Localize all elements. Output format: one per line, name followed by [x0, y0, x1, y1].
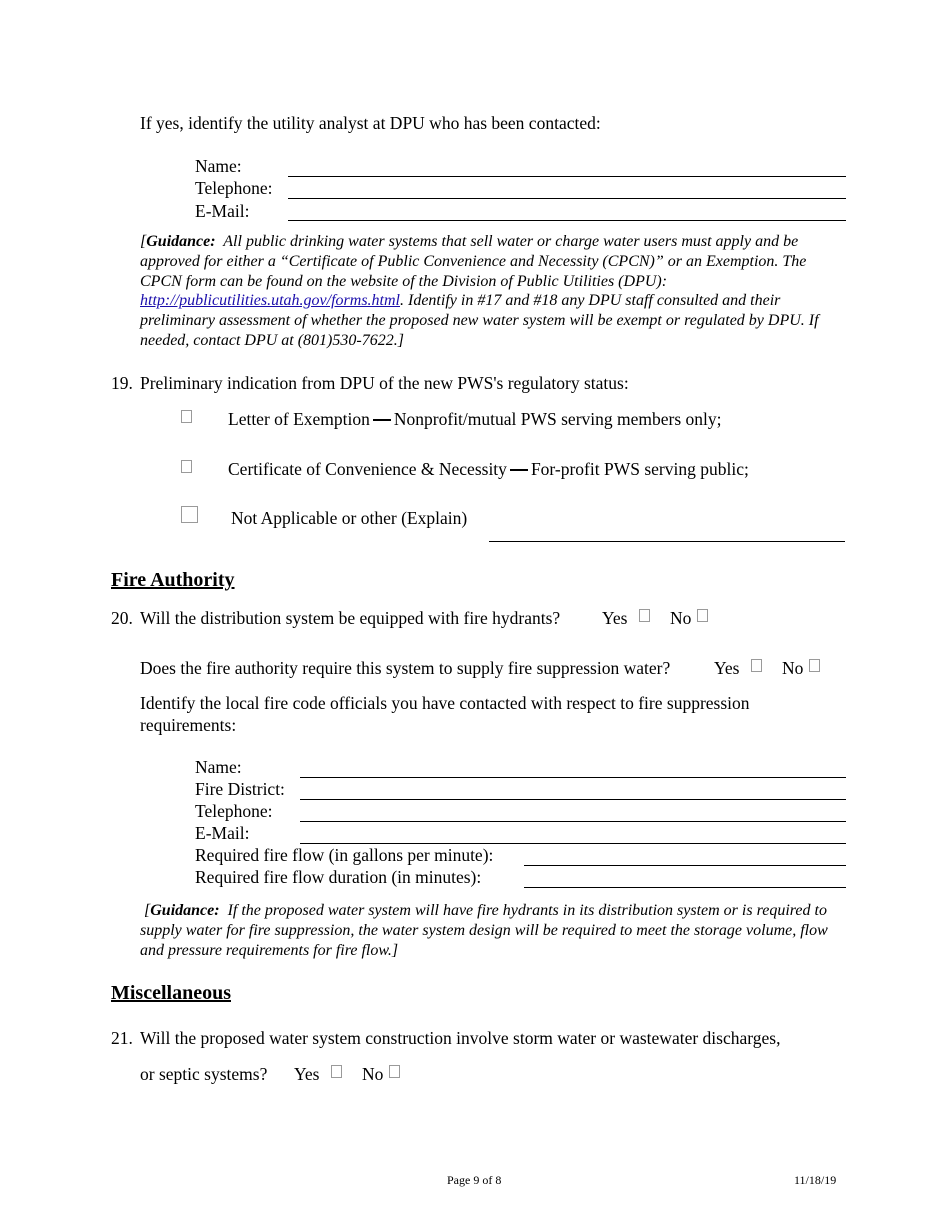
identify-officials-line1: Identify the local fire code officials you have contacted with respect to fire suppression: [140, 693, 750, 713]
dpu-email-label: E-Mail:: [195, 201, 250, 221]
explain-field[interactable]: [489, 541, 845, 542]
not-applicable-checkbox[interactable]: [181, 506, 198, 523]
guidance-bracket: [: [144, 902, 151, 919]
fire-flow-label: Required fire flow (in gallons per minute):: [195, 845, 494, 865]
dpu-name-field[interactable]: [288, 176, 846, 177]
q20-yes-label: Yes: [602, 608, 628, 628]
q21-text-line1: Will the proposed water system construction involve storm water or wastewater discharges,: [140, 1028, 781, 1048]
fire-authority-heading: Fire Authority: [111, 569, 235, 591]
q20-text: Will the distribution system be equipped with fire hydrants?: [140, 608, 561, 628]
exemption-label: Letter of Exemption: [228, 409, 370, 429]
q19-text: Preliminary indication from DPU of the new PWS's regulatory status:: [140, 373, 629, 393]
cpcn-option: [228, 459, 749, 480]
guidance-fire: [140, 901, 830, 960]
cpcn-desc: For-profit PWS serving public;: [530, 459, 749, 479]
fire-telephone-field[interactable]: [300, 821, 846, 822]
q21-no-checkbox[interactable]: [389, 1065, 400, 1078]
footer-date: 11/18/19: [794, 1173, 837, 1187]
q20-number: 20.: [111, 608, 133, 628]
suppression-yes-checkbox[interactable]: [751, 659, 762, 672]
dpu-forms-link[interactable]: http://publicutilities.utah.gov/forms.html: [140, 292, 400, 310]
dash-separator: [373, 419, 391, 421]
dpu-telephone-field[interactable]: [288, 198, 846, 199]
suppression-question: Does the fire authority require this system to supply fire suppression water?: [140, 658, 671, 678]
guidance-bracket: [: [140, 233, 147, 250]
suppression-no-label: No: [782, 658, 804, 678]
dpu-name-label: Name:: [195, 156, 242, 176]
fire-email-field[interactable]: [300, 843, 846, 844]
guidance-label: Guidance:: [146, 233, 216, 250]
dpu-telephone-label: Telephone:: [195, 178, 273, 198]
cpcn-checkbox[interactable]: [181, 460, 192, 473]
fire-district-field[interactable]: [300, 799, 846, 800]
q21-yes-label: Yes: [294, 1064, 320, 1084]
q21-yes-checkbox[interactable]: [331, 1065, 342, 1078]
page-number: Page 9 of 8: [447, 1173, 502, 1187]
q21-number: 21.: [111, 1028, 133, 1048]
guidance-text: All public drinking water systems that sell water or charge water users must apply and be approved for either a “Certificate of Public Convenience and Necessity (CPCN)” or an Exemption. The CPCN form can be found on the website of the Division of Public Utilities (DPU):: [140, 233, 807, 290]
fire-duration-field[interactable]: [524, 887, 846, 888]
suppression-yes-label: Yes: [714, 658, 740, 678]
identify-officials-line2: requirements:: [140, 715, 237, 735]
fire-telephone-label: Telephone:: [195, 801, 273, 821]
fire-name-field[interactable]: [300, 777, 846, 778]
q20-yes-checkbox[interactable]: [639, 609, 650, 622]
fire-email-label: E-Mail:: [195, 823, 250, 843]
exemption-desc: Nonprofit/mutual PWS serving members only;: [393, 409, 722, 429]
fire-district-label: Fire District:: [195, 779, 285, 799]
contact-prompt: If yes, identify the utility analyst at DPU who has been contacted:: [140, 113, 601, 133]
fire-duration-label: Required fire flow duration (in minutes):: [195, 867, 482, 887]
dash-separator: [510, 469, 528, 471]
guidance-text-after: . Identify in #17 and #18 any DPU staff consulted and their preliminary assessment of whether the proposed new water system will be exempt or regulated by DPU. If needed, contact DPU at (801)530-7622.]: [140, 292, 819, 349]
guidance-text: If the proposed water system will have fire hydrants in its distribution system or is required to supply water for fire suppression, the water system design will be required to meet the storage volume, flow and pressure requirements for fire flow.]: [140, 902, 828, 959]
exemption-checkbox[interactable]: [181, 410, 192, 423]
q20-no-checkbox[interactable]: [697, 609, 708, 622]
q20-no-label: No: [670, 608, 692, 628]
suppression-no-checkbox[interactable]: [809, 659, 820, 672]
q21-text-line2: or septic systems?: [140, 1064, 268, 1084]
not-applicable-label: Not Applicable or other (Explain): [231, 508, 468, 528]
fire-name-label: Name:: [195, 757, 242, 777]
guidance-label: Guidance:: [150, 902, 220, 919]
cpcn-label: Certificate of Convenience & Necessity: [228, 459, 507, 479]
exemption-option: [228, 409, 722, 430]
q19-number: 19.: [111, 373, 133, 393]
guidance-dpu: [140, 232, 840, 351]
fire-flow-field[interactable]: [524, 865, 846, 866]
miscellaneous-heading: Miscellaneous: [111, 982, 231, 1004]
dpu-email-field[interactable]: [288, 220, 846, 221]
q21-no-label: No: [362, 1064, 384, 1084]
